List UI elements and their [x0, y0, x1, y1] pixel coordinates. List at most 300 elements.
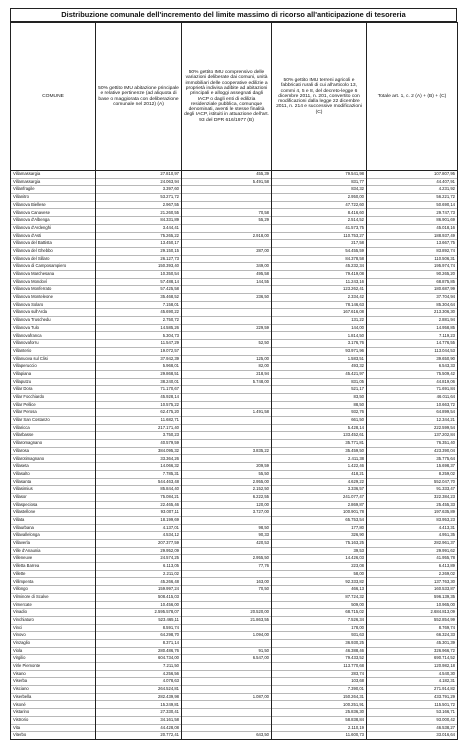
table-row: [11, 509, 458, 517]
cell-imu-terreni: 1.422,46: [272, 463, 367, 471]
table-row: [11, 647, 458, 655]
cell-imu-abitazione: 93.007,11: [96, 509, 182, 517]
cell-imu-terreni: 177,80: [272, 524, 367, 532]
cell-imu-terreni: 110.753,27: [272, 232, 367, 240]
table-row: [11, 686, 458, 694]
cell-imu-abitazione: 27.330,41: [96, 709, 182, 717]
cell-totale: 83.953,23: [367, 516, 458, 524]
cell-comune: Villanova d'Albenga: [11, 217, 96, 225]
cell-imu-abitazione: 508.415,03: [96, 593, 182, 601]
cell-imu-abitazione: 4.256,56: [96, 670, 182, 678]
cell-imu-abitazione: 45.690,22: [96, 309, 182, 317]
cell-imu-terreni: 35.459,50: [272, 447, 367, 455]
cell-imu-terreni: 100.901,78: [272, 509, 367, 517]
cell-imu-terreni: 4.629,22: [272, 478, 367, 486]
cell-comune: Villanova d'Asti: [11, 232, 96, 240]
cell-imu-terreni: 509,00: [272, 601, 367, 609]
table-row: [11, 201, 458, 209]
cell-totale: 68.875,85: [367, 278, 458, 286]
cell-comune: Villar San Costanzo: [11, 417, 96, 425]
cell-imu-cooperative: 455,39: [182, 171, 272, 179]
cell-imu-cooperative: [182, 624, 272, 632]
cell-comune: Villar Pellice: [11, 401, 96, 409]
cell-totale: 50.690,14: [367, 201, 458, 209]
cell-imu-terreni: 45.421,97: [272, 370, 367, 378]
table-row: [11, 601, 458, 609]
cell-imu-abitazione: 207.377,59: [96, 540, 182, 548]
cell-comune: Virle Piemonte: [11, 663, 96, 671]
cell-imu-abitazione: 5.968,01: [96, 363, 182, 371]
cell-imu-abitazione: 264.524,81: [96, 686, 182, 694]
table-row: [11, 624, 458, 632]
cell-imu-cooperative: 163,00: [182, 578, 272, 586]
cell-imu-abitazione: 3.444,41: [96, 224, 182, 232]
cell-imu-terreni: 834,32: [272, 186, 367, 194]
cell-totale: 6.543,33: [367, 363, 458, 371]
table-row: [11, 724, 458, 732]
cell-imu-terreni: 8.416,60: [272, 209, 367, 217]
cell-totale: 188.937,49: [367, 232, 458, 240]
cell-comune: Villapiana: [11, 370, 96, 378]
cell-imu-terreni: 47.722,60: [272, 201, 367, 209]
cell-totale: 115.501,72: [367, 701, 458, 709]
cell-imu-cooperative: 90,33: [182, 532, 272, 540]
cell-imu-cooperative: [182, 701, 272, 709]
cell-imu-cooperative: [182, 194, 272, 202]
cell-imu-abitazione: 85.844,40: [96, 486, 182, 494]
cell-comune: Villarotimagnano: [11, 455, 96, 463]
cell-imu-cooperative: [182, 663, 272, 671]
cell-imu-cooperative: 120,00: [182, 501, 272, 509]
cell-totale: 4.182,31: [367, 678, 458, 686]
cell-totale: 83.892,74: [367, 247, 458, 255]
cell-comune: Villar Dora: [11, 386, 96, 394]
cell-imu-abitazione: 8.591,74: [96, 624, 182, 632]
table-row: [11, 424, 458, 432]
cell-imu-abitazione: 604.734,00: [96, 655, 182, 663]
cell-totale: 76.351,40: [367, 440, 458, 448]
table-row: [11, 286, 458, 294]
cell-imu-abitazione: 13.450,17: [96, 240, 182, 248]
cell-imu-abitazione: 523.465,11: [96, 616, 182, 624]
cell-comune: Viserbella: [11, 693, 96, 701]
cell-imu-abitazione: 7.158,01: [96, 301, 182, 309]
cell-imu-cooperative: [182, 332, 272, 340]
cell-imu-cooperative: [182, 570, 272, 578]
cell-imu-terreni: 150.264,31: [272, 693, 367, 701]
cell-comune: Villanova del Battista: [11, 240, 96, 248]
cell-imu-terreni: 11.243,16: [272, 278, 367, 286]
cell-imu-cooperative: 209,59: [182, 463, 272, 471]
cell-imu-abitazione: 71.170,67: [96, 386, 182, 394]
cell-totale: 2.684.813,09: [367, 609, 458, 617]
cell-imu-terreni: 133.452,61: [272, 432, 367, 440]
table-row: [11, 432, 458, 440]
cell-totale: 282.961,37: [367, 540, 458, 548]
table-row: [11, 609, 458, 617]
cell-imu-cooperative: 6.222,55: [182, 493, 272, 501]
cell-imu-cooperative: 2.955,50: [182, 555, 272, 563]
cell-comune: Villanfragile: [11, 186, 96, 194]
cell-imu-abitazione: 29.868,51: [96, 370, 182, 378]
cell-imu-terreni: 661,50: [272, 417, 367, 425]
cell-imu-cooperative: [182, 309, 272, 317]
table-row: [11, 247, 458, 255]
cell-totale: 64.899,54: [367, 409, 458, 417]
cell-totale: 10.965,00: [367, 601, 458, 609]
cell-imu-terreni: 88,50: [272, 401, 367, 409]
table-row: [11, 347, 458, 355]
cell-imu-abitazione: 45.928,14: [96, 393, 182, 401]
table-row: [11, 340, 458, 348]
cell-totale: 271.914,82: [367, 686, 458, 694]
table-row: [11, 532, 458, 540]
table-row: [11, 224, 458, 232]
cell-imu-abitazione: 75.265,22: [96, 232, 182, 240]
table-row: [11, 478, 458, 486]
cell-imu-cooperative: 1.094,00: [182, 632, 272, 640]
cell-imu-terreni: 3.176,76: [272, 340, 367, 348]
cell-imu-terreni: 931,63: [272, 632, 367, 640]
cell-imu-cooperative: 495,58: [182, 270, 272, 278]
cell-comune: Visoné: [11, 701, 96, 709]
cell-imu-cooperative: 52,50: [182, 340, 272, 348]
cell-totale: 8.769,74: [367, 624, 458, 632]
cell-comune: Villar Focchiardo: [11, 393, 96, 401]
cell-imu-cooperative: [182, 432, 272, 440]
table-row: [11, 178, 458, 186]
table-row: [11, 524, 458, 532]
cell-imu-terreni: 167.616,08: [272, 309, 367, 317]
table-row: [11, 363, 458, 371]
table-row: [11, 701, 458, 709]
table-row: [11, 255, 458, 263]
cell-imu-terreni: 84.378,58: [272, 255, 367, 263]
cell-comune: Villanuova sul Clisi: [11, 355, 96, 363]
cell-imu-terreni: 58,00: [272, 570, 367, 578]
cell-comune: Visano: [11, 670, 96, 678]
cell-imu-terreni: 103,68: [272, 678, 367, 686]
cell-imu-cooperative: 1.087,00: [182, 693, 272, 701]
table-row: [11, 540, 458, 548]
cell-comune: Villanova Tulo: [11, 324, 96, 332]
cell-comune: Villanova del Sillaro: [11, 255, 96, 263]
table-row: [11, 332, 458, 340]
cell-totale: 552.854,99: [367, 616, 458, 624]
cell-imu-cooperative: 91,50: [182, 647, 272, 655]
cell-totale: 180.687,99: [367, 286, 458, 294]
table-row: [11, 578, 458, 586]
cell-totale: 71.691,84: [367, 386, 458, 394]
cell-imu-abitazione: 4.137,01: [96, 524, 182, 532]
cell-imu-terreni: 87.724,32: [272, 593, 367, 601]
cell-imu-terreni: 79.419,08: [272, 270, 367, 278]
cell-imu-abitazione: 44.428,08: [96, 724, 182, 732]
cell-comune: Vimercate: [11, 601, 96, 609]
cell-imu-cooperative: 6.547,00: [182, 655, 272, 663]
cell-imu-cooperative: [182, 347, 272, 355]
document-title: Distribuzione comunale dell'incremento del limite massimo di ricorso all'anticipazione di tesoreria: [10, 8, 457, 22]
cell-totale: 90.265,20: [367, 270, 458, 278]
cell-comune: Villasalto: [11, 470, 96, 478]
cell-imu-terreni: 1.814,50: [272, 332, 367, 340]
cell-imu-terreni: 68.715,02: [272, 609, 367, 617]
cell-imu-abitazione: 10.575,22: [96, 401, 182, 409]
table-row: [11, 501, 458, 509]
table-row: [11, 555, 458, 563]
cell-imu-terreni: 2.950,00: [272, 194, 367, 202]
cell-imu-cooperative: [182, 670, 272, 678]
cell-totale: 29.991,62: [367, 547, 458, 555]
cell-imu-abitazione: 7.211,50: [96, 663, 182, 671]
table-row: [11, 217, 458, 225]
table-row: [11, 417, 458, 425]
cell-imu-cooperative: [182, 201, 272, 209]
cell-imu-abitazione: 2.967,55: [96, 201, 182, 209]
cell-imu-cooperative: 82,00: [182, 363, 272, 371]
table-row: [11, 317, 458, 325]
cell-imu-terreni: 1.583,51: [272, 355, 367, 363]
cell-totale: 44.819,06: [367, 378, 458, 386]
cell-imu-abitazione: 22.465,46: [96, 501, 182, 509]
cell-imu-abitazione: 282.439,98: [96, 693, 182, 701]
cell-imu-terreni: 75.163,25: [272, 540, 367, 548]
cell-imu-terreni: 932,76: [272, 409, 367, 417]
cell-comune: Villaricca: [11, 424, 96, 432]
table-header-row: [11, 23, 458, 171]
cell-imu-cooperative: [182, 317, 272, 325]
cell-comune: Vistrorio: [11, 716, 96, 724]
cell-comune: Vilminore di Scalve: [11, 593, 96, 601]
cell-imu-cooperative: [182, 255, 272, 263]
cell-comune: Villasimius: [11, 486, 96, 494]
cell-imu-abitazione: 20.772,41: [96, 732, 182, 740]
cell-totale: 75.509,42: [367, 370, 458, 378]
cell-imu-terreni: 54.455,59: [272, 247, 367, 255]
cell-imu-terreni: 326,90: [272, 532, 367, 540]
header-imu-abitazione-principale: 50% gettito IMU abitazione principale e relative pertinenze (ad aliquota di base o maggiorata con deliberazione comunale nel 2012) (A): [96, 23, 182, 171]
cell-imu-terreni: 123.262,41: [272, 286, 367, 294]
cell-comune: Villette: [11, 570, 96, 578]
table-row: [11, 709, 458, 717]
table-row: [11, 493, 458, 501]
header-imu-terreni-agricoli: 50% gettito IMU terreni agricoli e fabbricati rurali di cui all'articolo 13, commi 4, 5 e 8, del decreto-legge 6 dicembre 2011, n. 201, convertito con modificazioni dalla legge 22 dicembre 2011, n. 214 e successive modificazioni (C): [272, 23, 367, 171]
cell-totale: 120.982,18: [367, 663, 458, 671]
cell-totale: 15.698,37: [367, 463, 458, 471]
table-row: [11, 278, 458, 286]
cell-comune: Villata: [11, 516, 96, 524]
cell-imu-abitazione: 26.127,73: [96, 255, 182, 263]
cell-totale: 53.166,71: [367, 709, 458, 717]
cell-comune: Villar Perosa: [11, 409, 96, 417]
cell-imu-terreni: 39,53: [272, 547, 367, 555]
table-row: [11, 378, 458, 386]
cell-imu-abitazione: 10.350,54: [96, 270, 182, 278]
cell-comune: Vinzaglio: [11, 639, 96, 647]
cell-imu-terreni: 131,22: [272, 317, 367, 325]
cell-imu-terreni: 83,50: [272, 393, 367, 401]
cell-imu-cooperative: 3.835,22: [182, 447, 272, 455]
cell-comune: Villanova Biellese: [11, 201, 96, 209]
cell-imu-terreni: 223,08: [272, 563, 367, 571]
cell-imu-abitazione: 34.161,58: [96, 716, 182, 724]
cell-imu-cooperative: 77,76: [182, 563, 272, 571]
cell-imu-cooperative: [182, 601, 272, 609]
table-row: [11, 570, 458, 578]
cell-totale: 4.540,30: [367, 670, 458, 678]
table-row: [11, 486, 458, 494]
cell-comune: Villaurbana: [11, 524, 96, 532]
cell-imu-terreni: 831,05: [272, 378, 367, 386]
cell-imu-cooperative: 3.727,00: [182, 509, 272, 517]
cell-totale: 222.599,54: [367, 424, 458, 432]
cell-totale: 6.413,89: [367, 563, 458, 571]
table-row: [11, 263, 458, 271]
cell-imu-terreni: 46.388,46: [272, 647, 367, 655]
cell-comune: Villanovaforru: [11, 340, 96, 348]
cell-totale: 13.667,75: [367, 240, 458, 248]
cell-imu-terreni: 113.770,68: [272, 663, 367, 671]
cell-imu-terreni: 58.838,84: [272, 716, 367, 724]
cell-comune: Villanova Truschedu: [11, 317, 96, 325]
cell-comune: Ville d'Anaunia: [11, 547, 96, 555]
cell-comune: Visciano: [11, 686, 96, 694]
cell-imu-abitazione: 14.066,32: [96, 463, 182, 471]
cell-comune: Villeneuve: [11, 555, 96, 563]
table-row: [11, 516, 458, 524]
table-row: [11, 355, 458, 363]
cell-totale: 433.791,29: [367, 693, 458, 701]
cell-totale: 4.951,35: [367, 532, 458, 540]
cell-totale: 110.506,31: [367, 255, 458, 263]
cell-comune: Viola: [11, 647, 96, 655]
cell-imu-cooperative: 144,55: [182, 278, 272, 286]
cell-imu-abitazione: 37.942,39: [96, 355, 182, 363]
cell-comune: Villaspeciosa: [11, 501, 96, 509]
cell-comune: Villarbasse: [11, 432, 96, 440]
table-row: [11, 440, 458, 448]
cell-imu-cooperative: 98,50: [182, 524, 272, 532]
cell-imu-cooperative: [182, 186, 272, 194]
cell-imu-cooperative: 2.918,00: [182, 232, 272, 240]
cell-totale: 37.704,94: [367, 294, 458, 302]
cell-imu-cooperative: 55,50: [182, 470, 272, 478]
cell-totale: 213.306,30: [367, 309, 458, 317]
table-row: [11, 409, 458, 417]
cell-totale: 29.747,73: [367, 209, 458, 217]
cell-imu-cooperative: 2.955,00: [182, 478, 272, 486]
cell-imu-abitazione: 75.084,21: [96, 493, 182, 501]
cell-totale: 596.139,35: [367, 593, 458, 601]
cell-totale: 2.269,02: [367, 570, 458, 578]
cell-totale: 4.413,31: [367, 524, 458, 532]
cell-totale: 552.047,70: [367, 478, 458, 486]
cell-imu-abitazione: 27.810,97: [96, 171, 182, 179]
cell-imu-abitazione: 544.463,48: [96, 478, 182, 486]
cell-imu-terreni: 831,77: [272, 178, 367, 186]
table-row: [11, 470, 458, 478]
cell-imu-abitazione: 45.266,48: [96, 578, 182, 586]
cell-imu-cooperative: 643,50: [182, 732, 272, 740]
cell-imu-terreni: 36.930,25: [272, 639, 367, 647]
cell-totale: 86.901,69: [367, 217, 458, 225]
cell-imu-cooperative: [182, 386, 272, 394]
table-row: [11, 670, 458, 678]
cell-imu-cooperative: [182, 455, 272, 463]
cell-imu-cooperative: [182, 516, 272, 524]
table-row: [11, 171, 458, 179]
cell-imu-abitazione: 84.331,89: [96, 217, 182, 225]
cell-imu-cooperative: [182, 678, 272, 686]
table-row: [11, 294, 458, 302]
cell-totale: 33.016,64: [367, 732, 458, 740]
table-row: [11, 270, 458, 278]
cell-imu-abitazione: 2.750,72: [96, 317, 182, 325]
cell-imu-abitazione: 64.298,70: [96, 632, 182, 640]
cell-imu-abitazione: 57.425,58: [96, 286, 182, 294]
cell-imu-abitazione: 4.078,63: [96, 678, 182, 686]
cell-totale: 56.221,72: [367, 194, 458, 202]
cell-imu-abitazione: 18.199,69: [96, 516, 182, 524]
table-row: [11, 616, 458, 624]
cell-imu-cooperative: 236,50: [182, 294, 272, 302]
cell-imu-terreni: 93.971,96: [272, 347, 367, 355]
cell-comune: Villamassargia: [11, 178, 96, 186]
cell-imu-terreni: 2.411,38: [272, 455, 367, 463]
cell-comune: Villanterio: [11, 347, 96, 355]
cell-totale: 322.384,23: [367, 493, 458, 501]
cell-comune: Villaromagnano: [11, 440, 96, 448]
cell-imu-cooperative: [182, 401, 272, 409]
table-row: [11, 678, 458, 686]
table-row: [11, 393, 458, 401]
cell-imu-abitazione: 38.240,01: [96, 378, 182, 386]
table-row: [11, 301, 458, 309]
cell-imu-abitazione: 3.750,23: [96, 432, 182, 440]
table-row: [11, 194, 458, 202]
cell-imu-terreni: 2.110,19: [272, 724, 367, 732]
cell-imu-terreni: 11.600,73: [272, 732, 367, 740]
cell-imu-cooperative: [182, 301, 272, 309]
cell-comune: Villanova Solaro: [11, 301, 96, 309]
cell-comune: Villanova Mondovì: [11, 278, 96, 286]
cell-totale: 93.000,42: [367, 716, 458, 724]
cell-imu-terreni: 14.426,03: [272, 555, 367, 563]
cell-comune: Viterbo: [11, 732, 96, 740]
cell-imu-cooperative: 349,00: [182, 263, 272, 271]
cell-imu-cooperative: 5.748,00: [182, 378, 272, 386]
cell-imu-cooperative: 287,00: [182, 247, 272, 255]
table-row: [11, 186, 458, 194]
cell-comune: Villavallelonga: [11, 532, 96, 540]
cell-totale: 137.763,30: [367, 578, 458, 586]
cell-imu-cooperative: [182, 593, 272, 601]
table-row: [11, 693, 458, 701]
table-row: [11, 547, 458, 555]
cell-imu-abitazione: 24.574,25: [96, 555, 182, 563]
cell-comune: Villaseta: [11, 463, 96, 471]
cell-imu-abitazione: 15.249,81: [96, 701, 182, 709]
cell-imu-abitazione: 11.547,29: [96, 340, 182, 348]
cell-imu-terreni: 493,32: [272, 363, 367, 371]
cell-totale: 14.776,55: [367, 340, 458, 348]
cell-imu-abitazione: 53.271,72: [96, 194, 182, 202]
cell-imu-cooperative: 70,50: [182, 586, 272, 594]
cell-comune: Villimpenta: [11, 578, 96, 586]
cell-comune: Villongo: [11, 586, 96, 594]
cell-comune: Villaverla: [11, 540, 96, 548]
cell-imu-cooperative: 218,94: [182, 370, 272, 378]
